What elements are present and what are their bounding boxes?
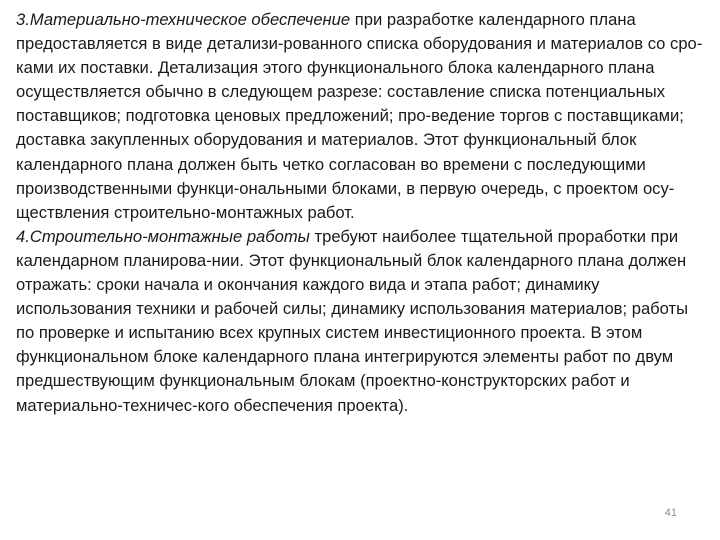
paragraph-body-construction-works: требуют наиболее тщательной проработки при календарном планирова-нии. Этот функциональный блок календарного плана должен отражать: сроки начала и окончания каждого вида и этапа работ; динамику использования техники и рабочей силы; динамику использования материалов; работы по проверке и испытанию всех крупных систем инвестиционного проекта. В этом функциональном блоке календарного плана интегрируются элементы работ по двум предшествующим функциональным блокам (проектно-конструкторских работ и материально-техничес-кого обеспечения проекта). xyxy=(16,226,689,415)
paragraph-construction-works xyxy=(16,225,710,418)
paragraph-lead-material-supply: 3.Материально-техническое обеспечение xyxy=(16,10,351,29)
body-text xyxy=(16,8,710,418)
paragraph-material-supply xyxy=(16,8,710,225)
page-number: 41 xyxy=(664,507,677,519)
paragraph-body-material-supply: при разработке календарного плана предоставляется в виде детализи-рованного списка оборудования и материалов со сро-ками их поставки. Детализация этого функционального блока календарного плана осуществляется обычно в следующем разрезе: составление списка потенциальных поставщиков; подготовка ценовых предложений; про-ведение торгов с поставщиками; доставка закупленных оборудования и материалов. Этот функциональный блок календарного плана должен быть четко согласован во времени с последующими производственными функци-ональными блоками, в первую очередь, с проектом осу-ществления строительно-монтажных работ. xyxy=(16,10,703,222)
paragraph-lead-construction-works: 4.Строительно-монтажные работы xyxy=(16,226,310,246)
